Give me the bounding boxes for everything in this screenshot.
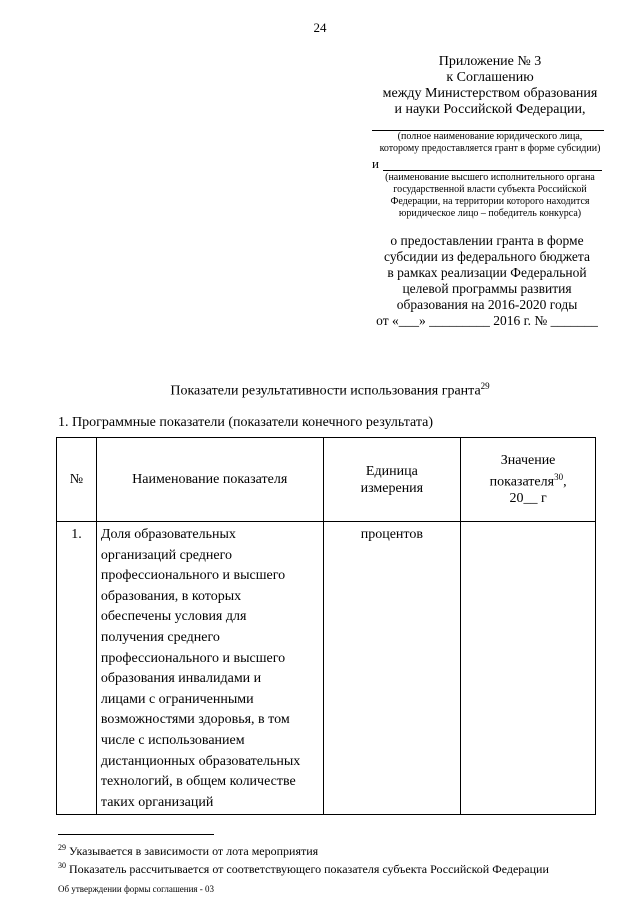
footnote-29 (58, 843, 318, 859)
indicators-table (56, 437, 596, 815)
footnote-text: Показатель рассчитывается от соответствующего показателя субъекта Российской Федерации (66, 862, 549, 876)
appendix-line: Приложение № 3 (438, 54, 542, 69)
row-name-line: образования, в которых (100, 588, 242, 604)
authority-caption-line: юридическое лицо – победитель конкурса) (398, 208, 582, 219)
form-note: Об утверждении формы соглашения - 03 (58, 884, 215, 894)
header-number (57, 438, 97, 522)
footnote-separator (58, 834, 214, 835)
header-value-word: показателя (489, 474, 555, 490)
row-name-line: технологий, в общем количестве (100, 774, 296, 790)
table-row (57, 522, 596, 815)
row-name-line: получения среднего (100, 629, 220, 645)
row-name-line: лицами с ограниченными (100, 691, 254, 707)
appendix-header (350, 54, 630, 118)
header-unit-line: Единица (365, 463, 418, 479)
and-word: и (372, 156, 379, 171)
row-indicator-name (96, 522, 323, 815)
agreement-subject-line: о предоставлении гранта в форме (390, 233, 584, 248)
entity-caption-line: (полное наименование юридического лица, (397, 131, 583, 142)
agreement-date-line: от «___» _________ 2016 г. № _______ (376, 313, 598, 328)
agreement-subject-line: целевой программы развития (402, 281, 572, 296)
footnote-ref-30: 30 (554, 471, 564, 482)
entity-caption-line: которому предоставляется грант в форме субсидии) (379, 143, 601, 154)
appendix-line: к Соглашению (446, 70, 534, 85)
authority-caption (350, 172, 630, 220)
agreement-subject (366, 233, 608, 329)
header-value-line: Значение (500, 452, 556, 468)
row-name-line: таких организаций (100, 794, 214, 810)
row-name-line: возможностями здоровья, в том (100, 712, 290, 728)
agreement-subject-line: в рамках реализации Федеральной (387, 265, 587, 280)
page-number: 24 (313, 20, 327, 35)
table-header-row (57, 438, 596, 522)
section-heading: 1. Программные показатели (показатели конечного результата) (58, 415, 434, 430)
header-value-tail: , (563, 474, 567, 490)
row-name-line: дистанционных образовательных (100, 753, 301, 769)
footnote-mark: 29 (58, 843, 66, 852)
header-number-label: № (69, 472, 84, 487)
entity-caption (350, 131, 630, 155)
row-unit (323, 522, 461, 815)
footnote-30 (58, 861, 549, 877)
row-unit-text: процентов (360, 527, 423, 542)
agreement-subject-line: образования на 2016-2020 годы (396, 297, 578, 312)
header-unit-line: измерения (360, 480, 424, 496)
row-name-line: числе с использованием (100, 732, 245, 748)
header-value-line (462, 469, 594, 491)
row-number (57, 522, 97, 815)
authority-name-blank-line (383, 170, 602, 171)
row-number-text: 1. (71, 527, 82, 542)
header-value (461, 438, 596, 522)
appendix-line: и науки Российской Федерации, (394, 102, 586, 117)
document-title-text: Показатели результативности использования гранта (170, 383, 481, 399)
footnote-text: Указывается в зависимости от лота мероприятия (66, 844, 319, 858)
header-unit (323, 438, 461, 522)
agreement-subject-line: субсидии из федерального бюджета (384, 249, 590, 264)
header-value-year: 20__ г (509, 491, 547, 507)
footnote-ref-29: 29 (480, 381, 490, 391)
document-title (0, 381, 640, 400)
authority-caption-line: государственной власти субъекта Российской (393, 184, 587, 195)
row-name-line: Доля образовательных (100, 527, 236, 542)
row-name-line: профессионального и высшего (100, 568, 286, 584)
row-name-line: образования инвалидами и (100, 671, 262, 687)
header-name (96, 438, 323, 522)
authority-caption-line: Федерации, на территории которого находится (390, 196, 590, 207)
row-name-line: обеспечены условия для (100, 609, 247, 625)
row-value (461, 522, 596, 815)
row-name-line: профессионального и высшего (100, 650, 286, 666)
authority-caption-line: (наименование высшего исполнительного органа (385, 172, 595, 183)
row-name-line: организаций среднего (100, 547, 233, 563)
footnote-mark: 30 (58, 861, 66, 870)
header-name-label: Наименование показателя (132, 472, 288, 487)
appendix-line: между Министерством образования (382, 86, 598, 101)
